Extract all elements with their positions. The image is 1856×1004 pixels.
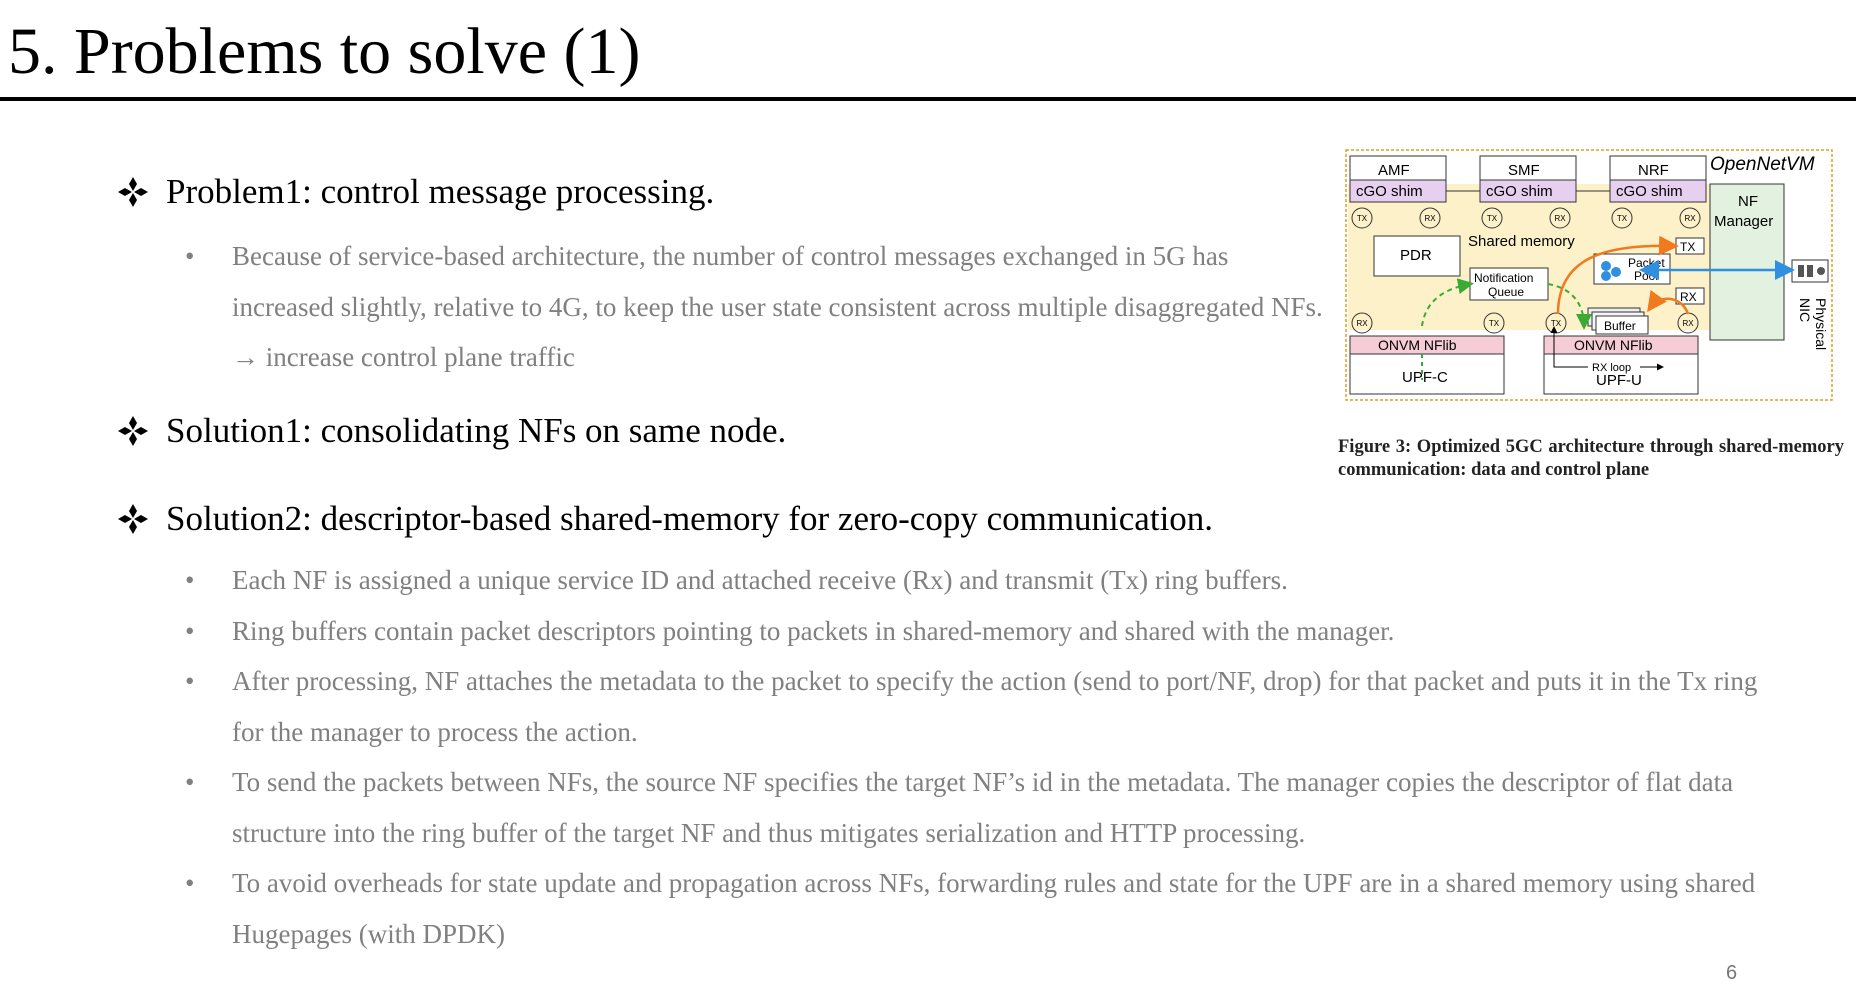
- svg-text:ONVM NFlib: ONVM NFlib: [1378, 337, 1457, 353]
- svg-text:TX: TX: [1488, 319, 1500, 328]
- smf-shim-label: cGO shim: [1486, 183, 1553, 200]
- bullet-dot-icon: •: [185, 767, 195, 797]
- diamond-bullet-icon: [116, 175, 150, 209]
- svg-text:RX: RX: [1356, 319, 1368, 328]
- svg-text:Buffer: Buffer: [1604, 319, 1636, 333]
- nf-manager-line1: NF: [1738, 193, 1758, 210]
- solution2-bullet-text: To avoid overheads for state update and propagation across NFs, forwarding rules and state for the UPF are in a shared memory using shared Hugepages (with DPDK): [232, 868, 1756, 949]
- svg-text:UPF-U: UPF-U: [1596, 372, 1642, 389]
- nrf-label: NRF: [1638, 162, 1669, 179]
- svg-text:Notification: Notification: [1474, 271, 1534, 285]
- svg-text:RX: RX: [1554, 214, 1566, 223]
- diamond-bullet-icon: [116, 414, 150, 448]
- solution2-bullet-text: Ring buffers contain packet descriptors pointing to packets in shared-memory and shared with the manager.: [232, 616, 1395, 646]
- problem1-heading-row: [116, 172, 714, 212]
- solution2-bullet: [185, 656, 1785, 757]
- solution2-bullet-text: To send the packets between NFs, the source NF specifies the target NF’s id in the metadata. The manager copies the descriptor of flat data structure into the ring buffer of the target NF and thus mitigates serialization and HTTP processing.: [232, 767, 1734, 848]
- solution2-bullet: [185, 757, 1775, 858]
- svg-text:TX: TX: [1486, 214, 1498, 223]
- svg-text:TX: TX: [1550, 319, 1562, 328]
- page-number: 6: [1726, 962, 1738, 984]
- solution2-heading-row: [116, 499, 1213, 539]
- problem1-heading: Problem1: control message processing.: [166, 172, 715, 211]
- solution2-bullet-text: Each NF is assigned a unique service ID and attached receive (Rx) and transmit (Tx) ring buffers.: [232, 565, 1288, 595]
- svg-text:ONVM NFlib: ONVM NFlib: [1574, 337, 1653, 353]
- pdr-label: PDR: [1400, 247, 1432, 264]
- bullet-dot-icon: •: [185, 616, 195, 646]
- solution2-bullet: [185, 858, 1775, 959]
- opennetvm-label: OpenNetVM: [1710, 154, 1815, 175]
- bullet-dot-icon: •: [185, 868, 195, 898]
- svg-text:RX: RX: [1682, 319, 1694, 328]
- bullet-dot-icon: •: [185, 565, 195, 595]
- problem1-bullet: [185, 231, 1325, 383]
- figure-caption: Figure 3: Optimized 5GC architecture through shared-memory communication: data and control plane: [1338, 437, 1844, 480]
- solution2-bullet: [185, 555, 1825, 606]
- solution1-heading: Solution1: consolidating NFs on same node.: [166, 411, 787, 450]
- problem1-bullet-text: Because of service-based architecture, the number of control messages exchanged in 5G has increased slightly, relative to 4G, to keep the user state consistent across multiple disaggregated NFs. → increase control plane traffic: [232, 241, 1323, 372]
- bullet-dot-icon: •: [185, 241, 195, 271]
- smf-label: SMF: [1508, 162, 1540, 179]
- svg-text:RX: RX: [1424, 214, 1436, 223]
- svg-text:UPF-C: UPF-C: [1402, 369, 1448, 386]
- solution2-bullet: [185, 606, 1825, 657]
- svg-text:TX: TX: [1616, 214, 1628, 223]
- svg-text:RX loop: RX loop: [1592, 362, 1632, 374]
- svg-text:TX: TX: [1356, 214, 1368, 223]
- nic-label-line2: NIC: [1797, 298, 1813, 323]
- solution1-heading-row: [116, 411, 786, 451]
- nf-manager-line2: Manager: [1714, 213, 1774, 230]
- shared-memory-label: Shared memory: [1468, 233, 1575, 250]
- svg-text:Queue: Queue: [1488, 285, 1525, 299]
- nrf-shim-label: cGO shim: [1616, 183, 1683, 200]
- diamond-bullet-icon: [116, 502, 150, 536]
- svg-text:Pool: Pool: [1634, 269, 1659, 283]
- solution2-heading: Solution2: descriptor-based shared-memory for zero-copy communication.: [166, 499, 1214, 538]
- nic-label-line1: Physical: [1813, 298, 1829, 351]
- bullet-dot-icon: •: [185, 666, 195, 696]
- svg-text:TX: TX: [1680, 240, 1696, 254]
- svg-text:RX: RX: [1680, 290, 1697, 304]
- amf-shim-label: cGO shim: [1356, 183, 1423, 200]
- svg-text:Packet: Packet: [1628, 256, 1665, 270]
- svg-text:RX: RX: [1684, 214, 1696, 223]
- slide-title: 5. Problems to solve (1): [8, 15, 641, 88]
- architecture-figure: [1344, 148, 1834, 402]
- solution2-bullet-text: After processing, NF attaches the metadata to the packet to specify the action (send to port/NF, drop) for that packet and puts it in the Tx ring for the manager to process the action.: [232, 666, 1758, 747]
- title-divider: [0, 97, 1856, 101]
- amf-label: AMF: [1378, 162, 1410, 179]
